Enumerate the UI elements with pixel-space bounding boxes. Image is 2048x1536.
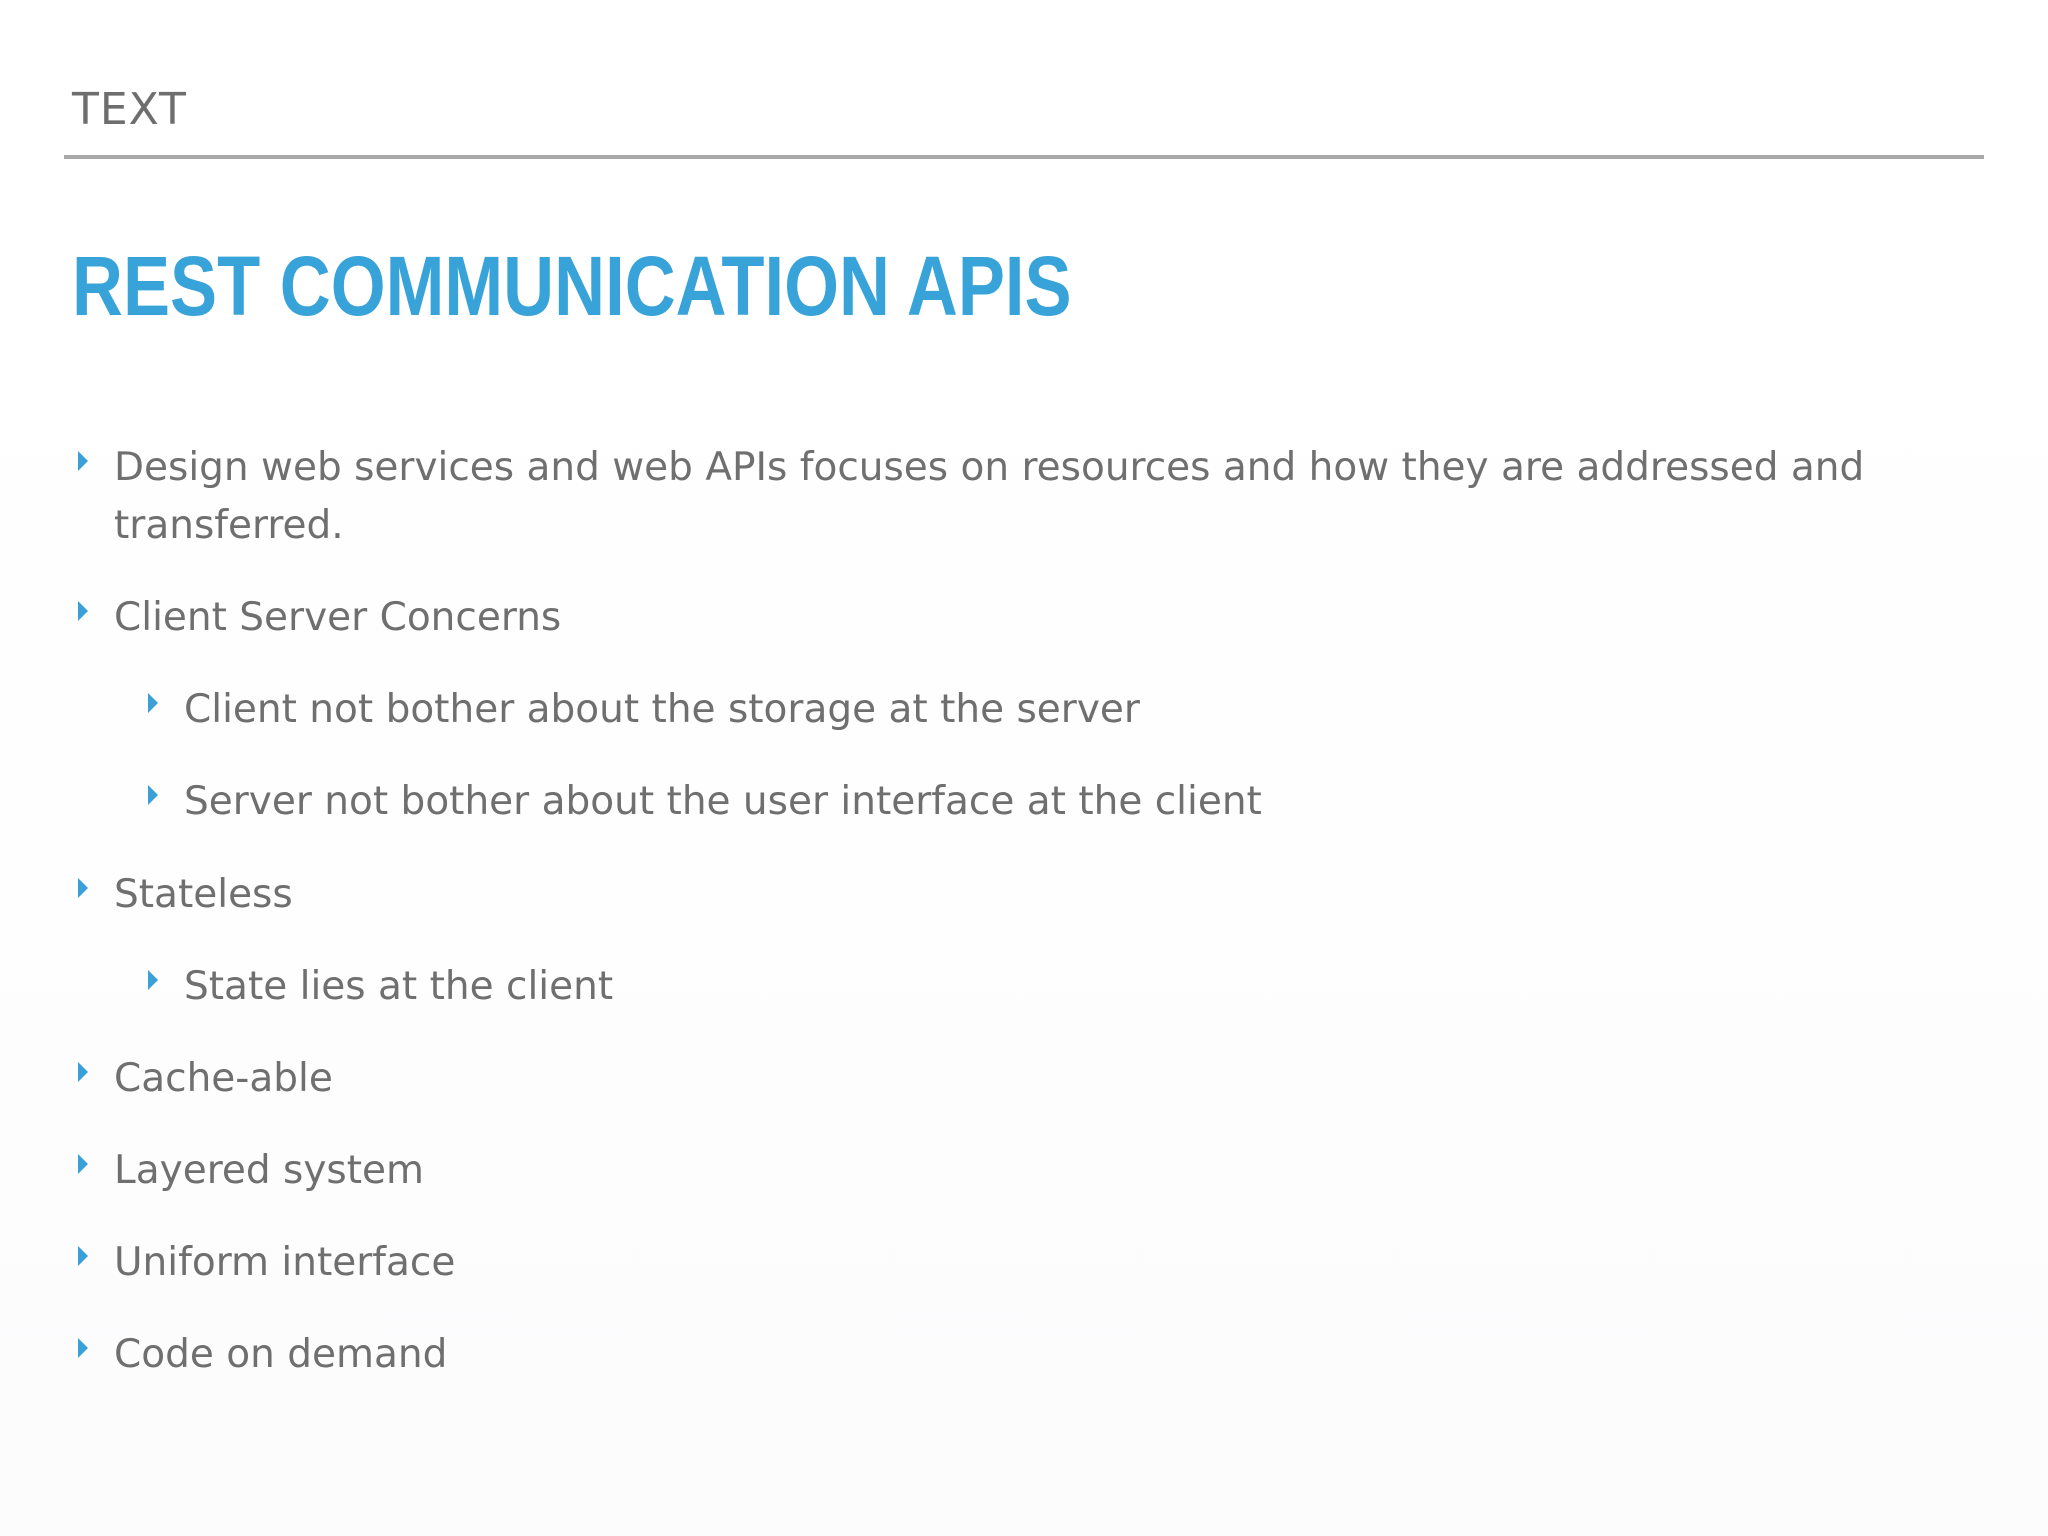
- bullet-item-cache-able: Cache-able: [114, 1056, 333, 1101]
- bullet-item-code-on-demand: Code on demand: [114, 1332, 448, 1377]
- bullet-arrow-icon: [148, 693, 158, 713]
- bullet-arrow-icon: [148, 785, 158, 805]
- bullet-item-stateless: Stateless: [114, 872, 293, 917]
- bullet-arrow-icon: [148, 970, 158, 990]
- bullet-arrow-icon: [78, 1338, 88, 1358]
- bullet-arrow-icon: [78, 1246, 88, 1266]
- bullet-arrow-icon: [78, 451, 88, 471]
- bullet-arrow-icon: [78, 1154, 88, 1174]
- header-label: TEXT: [72, 84, 187, 135]
- bullet-arrow-icon: [78, 601, 88, 621]
- bullet-item-design-web-services: Design web services and web APIs focuses on resources and how they are addressed and transferred.: [114, 445, 1865, 548]
- sub-bullet-item-client-storage: Client not bother about the storage at the server: [184, 687, 1140, 732]
- header-divider: [64, 155, 1984, 159]
- bullet-item-layered-system: Layered system: [114, 1148, 425, 1193]
- slide-title: REST COMMUNICATION APIS: [72, 239, 1072, 333]
- bullet-item-uniform-interface: Uniform interface: [114, 1240, 456, 1285]
- bullet-arrow-icon: [78, 878, 88, 898]
- bullet-arrow-icon: [78, 1062, 88, 1082]
- sub-bullet-item-state-client: State lies at the client: [184, 964, 614, 1009]
- bullet-item-client-server-concerns: Client Server Concerns: [114, 595, 562, 640]
- sub-bullet-item-server-interface: Server not bother about the user interface at the client: [184, 779, 1262, 824]
